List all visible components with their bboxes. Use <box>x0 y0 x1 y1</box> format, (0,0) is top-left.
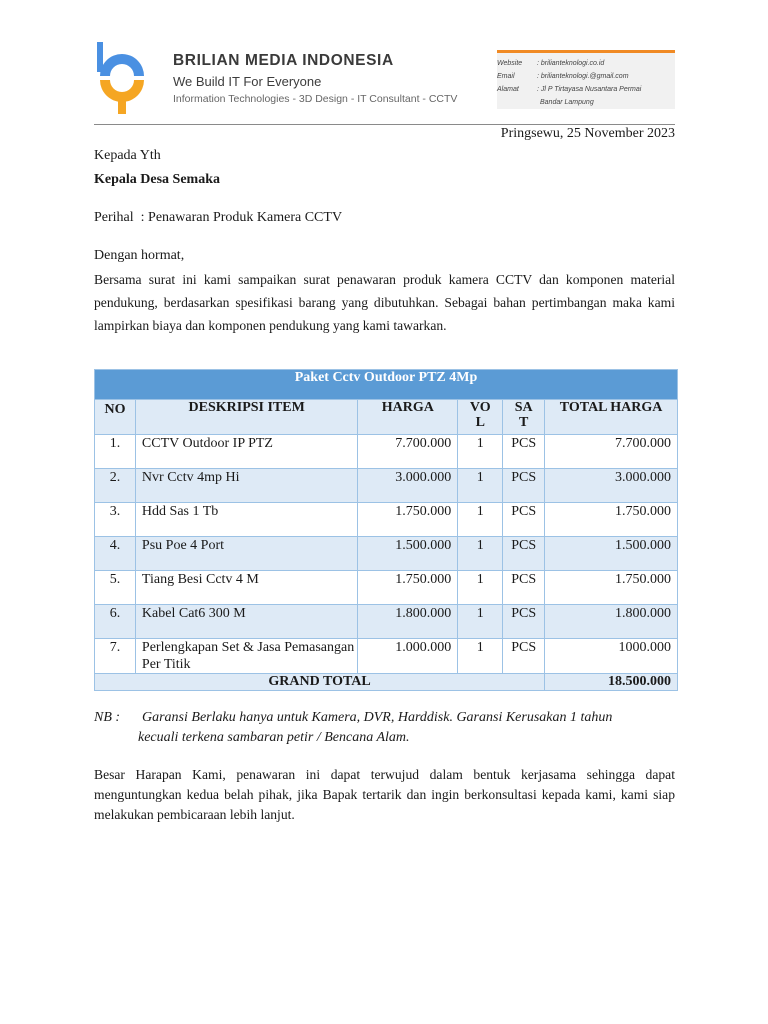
cell-total: 1.750.000 <box>545 503 678 537</box>
email-label: Email <box>497 73 515 80</box>
cell-sat: PCS <box>503 435 545 469</box>
table-row <box>95 639 678 674</box>
grand-total-row <box>95 674 678 691</box>
col-header-desc: DESKRIPSI ITEM <box>135 400 358 435</box>
cell-harga: 1.750.000 <box>358 571 458 605</box>
cell-no: 2. <box>95 469 136 503</box>
cell-total: 3.000.000 <box>545 469 678 503</box>
to-label: Kepada Yth <box>94 148 161 163</box>
contact-email <box>497 73 629 80</box>
cell-vol: 1 <box>458 571 503 605</box>
cell-no: 5. <box>95 571 136 605</box>
nb-label: NB : <box>94 710 121 725</box>
table-row <box>95 469 678 503</box>
subject-line: Perihal : Penawaran Produk Kamera CCTV <box>94 210 343 225</box>
cell-sat: PCS <box>503 503 545 537</box>
grand-total-value: 18.500.000 <box>545 674 678 691</box>
cell-no: 7. <box>95 639 136 674</box>
cell-harga: 1.000.000 <box>358 639 458 674</box>
cell-total: 1.500.000 <box>545 537 678 571</box>
cell-sat: PCS <box>503 571 545 605</box>
greeting: Dengan hormat, <box>94 248 185 263</box>
cell-vol: 1 <box>458 537 503 571</box>
cell-harga: 7.700.000 <box>358 435 458 469</box>
table-row <box>95 435 678 469</box>
cell-sat: PCS <box>503 639 545 674</box>
cell-vol: 1 <box>458 503 503 537</box>
cell-total: 1.750.000 <box>545 571 678 605</box>
intro-paragraph: Bersama surat ini kami sampaikan surat penawaran produk kamera CCTV dan komponen material pendukung, berdasarkan spesifikasi barang yang dibutuhkan. Sebagai bahan pertimbangan maka kami lampirkan biaya dan komponen pendukung yang kami tawarkan. <box>94 272 675 333</box>
cell-desc: Kabel Cat6 300 M <box>135 605 358 639</box>
address-value-2: Bandar Lampung <box>540 99 594 106</box>
table-row <box>95 571 678 605</box>
grand-total-label: GRAND TOTAL <box>95 674 545 691</box>
closing-paragraph: Besar Harapan Kami, penawaran ini dapat terwujud dalam bentuk kerjasama sehingga dapat menguntungkan kedua belah pihak, jika Bapak tertarik dan ingin berkonsultasi kepada kami, kami siap melakukan pembicaraan lebih lanjut. <box>94 767 675 822</box>
cell-total: 1000.000 <box>545 639 678 674</box>
cell-desc: CCTV Outdoor IP PTZ <box>135 435 358 469</box>
col-header-harga: HARGA <box>358 400 458 435</box>
cell-sat: PCS <box>503 605 545 639</box>
brand-block <box>173 52 457 105</box>
contact-address-line2 <box>540 99 594 106</box>
col-header-vol: VOL <box>458 400 503 435</box>
table-header-row <box>95 400 678 435</box>
table-title: Paket Cctv Outdoor PTZ 4Mp <box>95 370 678 400</box>
cell-harga: 3.000.000 <box>358 469 458 503</box>
contact-website <box>497 60 604 67</box>
cell-desc: Perlengkapan Set & Jasa Pemasangan Per Titik <box>135 639 358 674</box>
website-label: Website <box>497 60 523 67</box>
contact-box <box>497 50 675 109</box>
cell-desc: Nvr Cctv 4mp Hi <box>135 469 358 503</box>
cell-desc: Tiang Besi Cctv 4 M <box>135 571 358 605</box>
cell-vol: 1 <box>458 605 503 639</box>
price-table <box>94 369 678 691</box>
company-name: BRILIAN MEDIA INDONESIA <box>173 52 394 69</box>
recipient: Kepala Desa Semaka <box>94 172 220 187</box>
company-tagline: We Build IT For Everyone <box>173 74 322 89</box>
cell-desc: Hdd Sas 1 Tb <box>135 503 358 537</box>
website-value: : brilianteknologi.co.id <box>537 60 605 67</box>
cell-harga: 1.500.000 <box>358 537 458 571</box>
col-header-no: NO <box>95 400 136 435</box>
contact-address <box>497 86 641 93</box>
col-header-total: TOTAL HARGA <box>545 400 678 435</box>
cell-no: 1. <box>95 435 136 469</box>
table-body <box>95 435 678 674</box>
company-services: Information Technologies - 3D Design - IT Consultant - CCTV <box>173 93 458 105</box>
place-date: Pringsewu, 25 November 2023 <box>500 126 675 141</box>
table-row <box>95 503 678 537</box>
cell-vol: 1 <box>458 639 503 674</box>
cell-sat: PCS <box>503 537 545 571</box>
cell-harga: 1.800.000 <box>358 605 458 639</box>
nb-note <box>94 708 612 748</box>
cell-sat: PCS <box>503 469 545 503</box>
address-value: : Jl P Tirtayasa Nusantara Permai <box>537 86 642 93</box>
address-label: Alamat <box>497 86 519 93</box>
cell-vol: 1 <box>458 469 503 503</box>
company-logo <box>94 42 156 118</box>
email-value: : brilianteknologi.@gmail.com <box>537 73 629 80</box>
cell-no: 6. <box>95 605 136 639</box>
col-header-sat: SAT <box>503 400 545 435</box>
cell-total: 1.800.000 <box>545 605 678 639</box>
table-title-row <box>95 370 678 400</box>
cell-desc: Psu Poe 4 Port <box>135 537 358 571</box>
table-row <box>95 537 678 571</box>
cell-harga: 1.750.000 <box>358 503 458 537</box>
cell-vol: 1 <box>458 435 503 469</box>
table-row <box>95 605 678 639</box>
cell-no: 4. <box>95 537 136 571</box>
nb-line-1: Garansi Berlaku hanya untuk Kamera, DVR, Harddisk. Garansi Kerusakan 1 tahun <box>142 710 613 725</box>
cell-total: 7.700.000 <box>545 435 678 469</box>
nb-line-2: kecuali terkena sambaran petir / Bencana Alam. <box>138 730 410 745</box>
cell-no: 3. <box>95 503 136 537</box>
